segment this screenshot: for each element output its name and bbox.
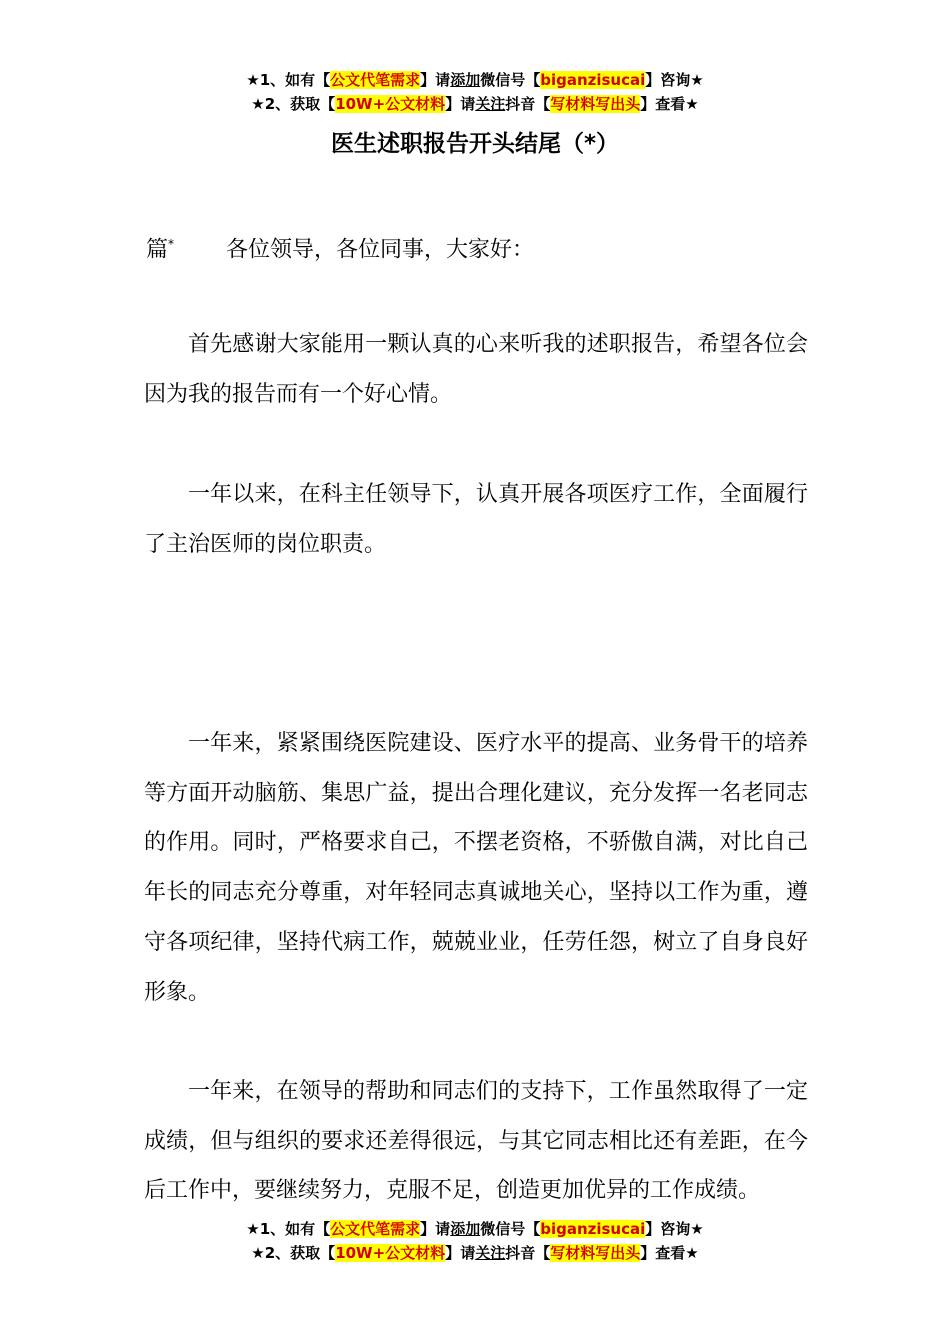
highlight-materials: 10W+公文材料: [335, 95, 446, 113]
promo-line-1: ★1、如有【公文代笔需求】请添加微信号【biganzisucai】咨询★: [246, 71, 704, 89]
paragraph-3: 一年来，紧紧围绕医院建设、医疗水平的提高、业务骨干的培养等方面开动脑筋、集思广益，提出合理化建议，充分发挥一名老同志的作用。同时，严格要求自己，不摆老资格，不骄傲自满，对比自己年长的同志充分尊重，对年轻同志真诚地关心，坚持以工作为重，遵守各项纪律，坚持代病工作，兢兢业业，任劳任怨，树立了自身良好形象。: [144, 731, 808, 1005]
greeting-text: 各位领导，各位同事，大家好：: [226, 237, 535, 263]
highlight-douyin-account: 写材料写出头: [550, 1244, 641, 1262]
highlight-wechat-id: biganzisucai: [540, 1220, 646, 1238]
paragraph-1: 首先感谢大家能用一颗认真的心来听我的述职报告，希望各位会因为我的报告而有一个好心情。: [144, 332, 808, 407]
highlight-service: 公文代笔需求: [330, 1220, 421, 1238]
promo-banner-top: [0, 68, 950, 116]
paragraph-2: 一年以来，在科主任领导下，认真开展各项医疗工作，全面履行了主治医师的岗位职责。: [144, 482, 808, 557]
paragraph-4: 一年来，在领导的帮助和同志们的支持下，工作虽然取得了一定成绩，但与组织的要求还差得很远，与其它同志相比还有差距，在今后工作中，要继续努力，克服不足，创造更加优异的工作成绩。: [144, 1079, 808, 1204]
promo-line-2: ★2、获取【10W+公文材料】请关注抖音【写材料写出头】查看★: [251, 1244, 699, 1262]
promo-line-1: ★1、如有【公文代笔需求】请添加微信号【biganzisucai】咨询★: [246, 1220, 704, 1238]
highlight-service: 公文代笔需求: [330, 71, 421, 89]
highlight-douyin-account: 写材料写出头: [550, 95, 641, 113]
greeting-line: [146, 228, 534, 266]
document-title: 医生述职报告开头结尾（*）: [330, 131, 620, 157]
promo-line-2: ★2、获取【10W+公文材料】请关注抖音【写材料写出头】查看★: [251, 95, 699, 113]
promo-banner-bottom: [0, 1217, 950, 1265]
section-label: 篇*: [146, 237, 175, 263]
highlight-materials: 10W+公文材料: [335, 1244, 446, 1262]
highlight-wechat-id: biganzisucai: [540, 71, 646, 89]
